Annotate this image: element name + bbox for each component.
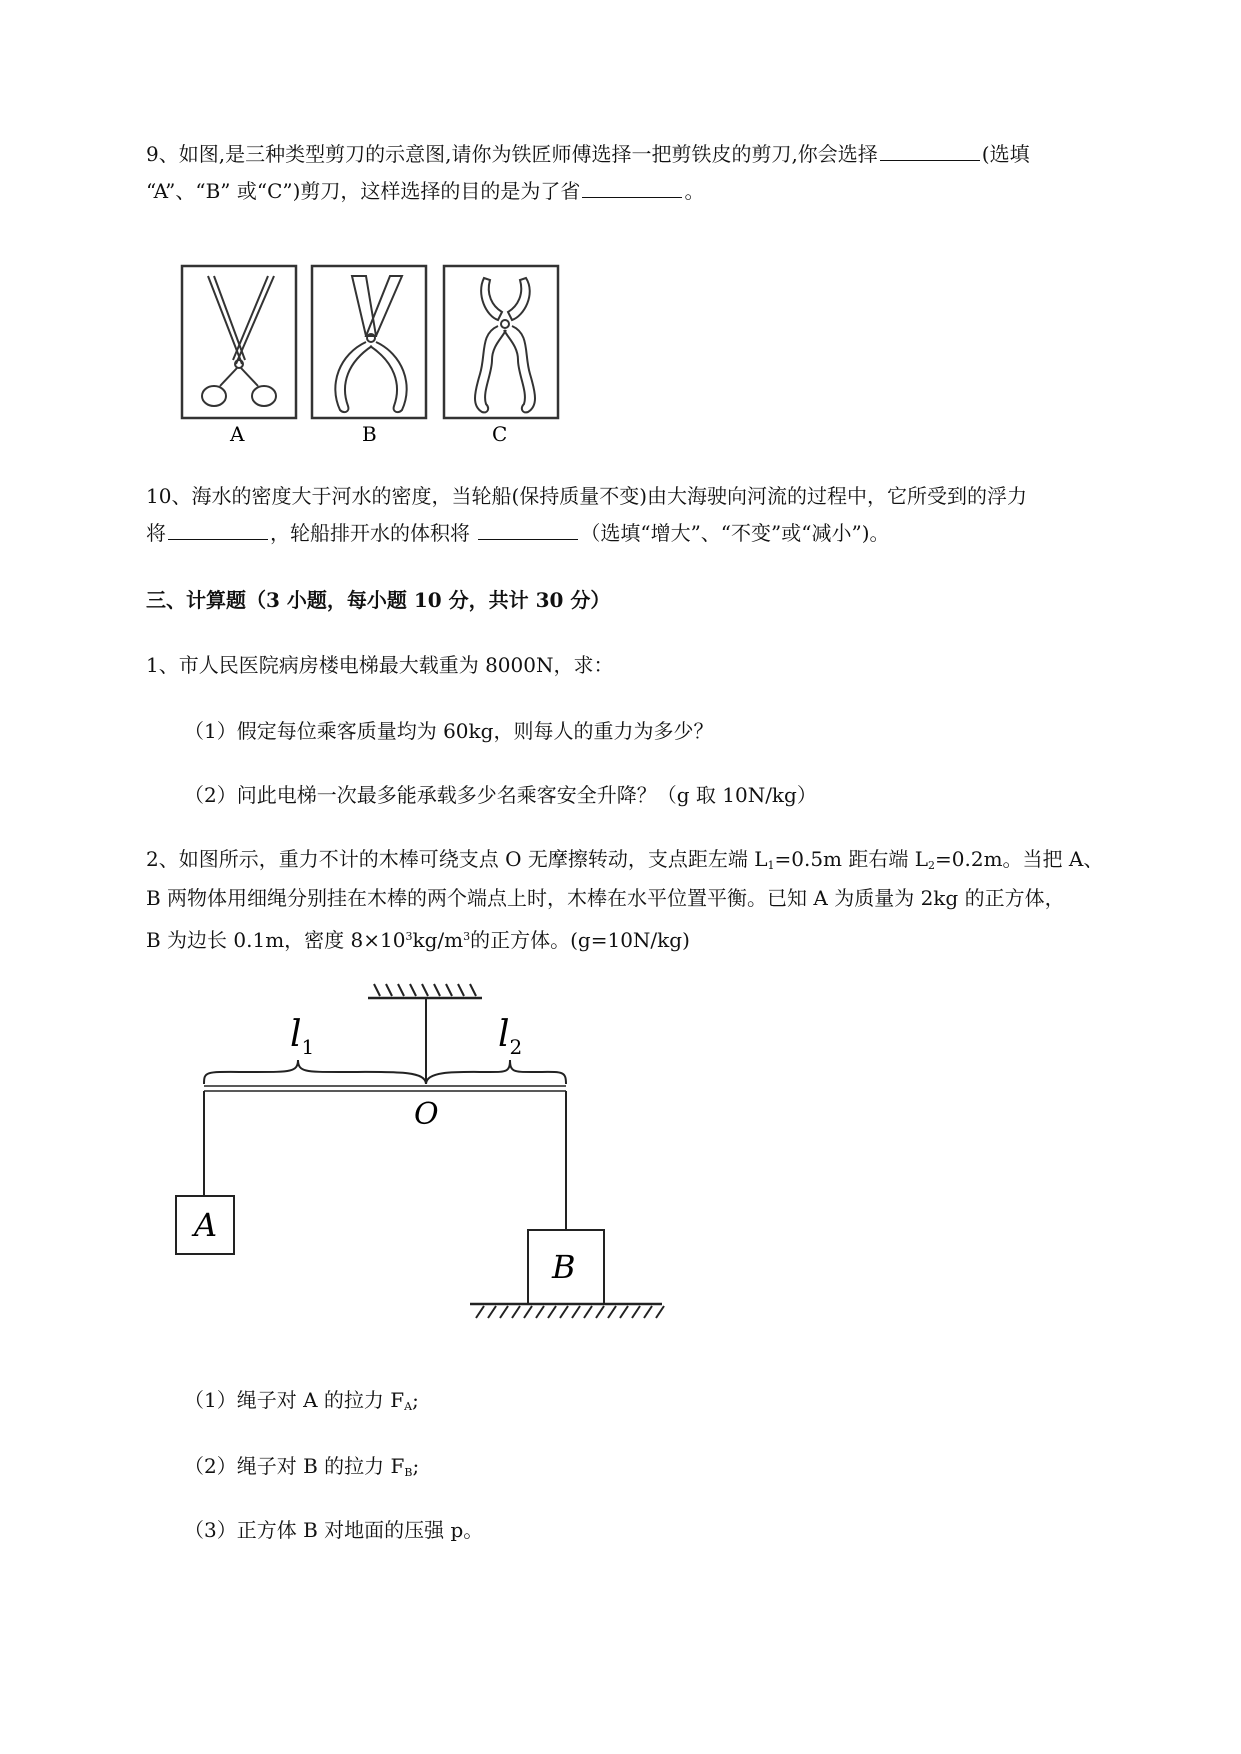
calc2-line2: B 两物体用细绳分别挂在木棒的两个端点上时，木棒在水平位置平衡。已知 A 为质量为 2kg 的正方体， [146, 886, 1065, 910]
block-b-label: B [552, 1248, 576, 1286]
label-l1: $l_1$ [290, 1014, 315, 1059]
q10-answer-blank-1[interactable] [168, 519, 268, 540]
scissor-label-b: B [362, 422, 377, 444]
calc2-sub3: （3）正方体 B 对地面的压强 p。 [184, 1518, 484, 1542]
scissor-b-icon [335, 276, 406, 412]
scissor-label-a: A [230, 422, 245, 444]
scissor-c-icon [475, 278, 535, 412]
scissor-a-icon [202, 276, 276, 406]
q9-answer-blank-2[interactable] [582, 177, 682, 198]
q9-line1: 9、如图,是三种类型剪刀的示意图,请你为铁匠师傅选择一把剪铁皮的剪刀,你会选择 (选填 [146, 142, 1030, 166]
q10-line2: 将 ，轮船排开水的体积将 （选填“增大”、“不变”或“减小”)。 [146, 521, 890, 545]
q9-line2: “A”、“B” 或“C”)剪刀，这样选择的目的是为了省 。 [146, 179, 705, 203]
pivot-label: O [414, 1097, 439, 1132]
scissor-label-c: C [492, 422, 508, 444]
block-a-label: A [194, 1206, 218, 1244]
calc1-sub1: （1）假定每位乘客质量均为 60kg，则每人的重力为多少？ [184, 719, 714, 743]
scissors-figure [180, 264, 580, 444]
calc2-sub2: （2）绳子对 B 的拉力 $F_B$; [184, 1454, 420, 1479]
calc2-sub1: （1）绳子对 A 的拉力 $F_A$; [184, 1388, 419, 1413]
q10-line1: 10、海水的密度大于河水的密度，当轮船(保持质量不变)由大海驶向河流的过程中，它所受到的浮力 [146, 484, 1028, 508]
label-l2: $l_2$ [498, 1014, 523, 1059]
section-title: 三、计算题（3 小题，每小题 10 分，共计 30 分） [146, 588, 611, 612]
lever-diagram [170, 980, 680, 1340]
calc2-line3: B 为边长 0.1m，密度 $8\times 10^3kg/m^3$的正方体。(g=10N/kg) [146, 928, 690, 952]
q9-answer-blank-1[interactable] [880, 140, 980, 161]
calc1-stem: 1、市人民医院病房楼电梯最大载重为 8000N，求： [146, 653, 614, 677]
calc1-sub2: （2）问此电梯一次最多能承载多少名乘客安全升降？（g 取 10N/kg） [184, 783, 817, 807]
q9-text: 9、如图,是三种类型剪刀的示意图,请你为铁匠师傅选择一把剪铁皮的剪刀,你会选择 [146, 142, 878, 166]
q10-answer-blank-2[interactable] [478, 519, 578, 540]
calc2-line1: 2、如图所示，重力不计的木棒可绕支点 O 无摩擦转动，支点距左端 $L_1=0.5m$ 距右端 $L_2=0.2m$。当把 A、 [146, 847, 1104, 872]
